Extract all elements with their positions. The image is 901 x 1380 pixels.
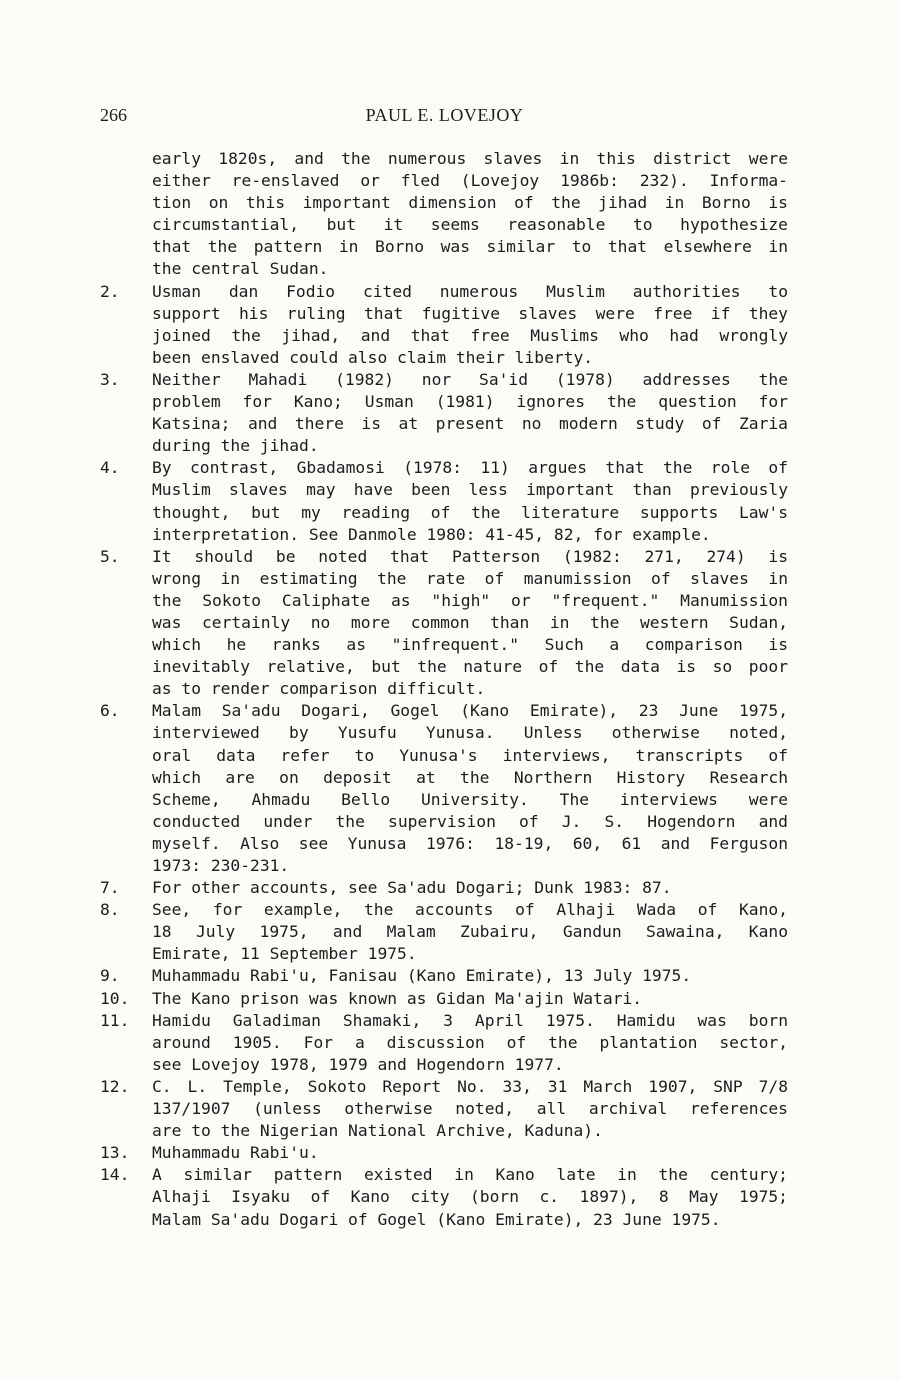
text-line: 1973: 230-231. (152, 856, 290, 875)
endnote (100, 1142, 790, 1164)
endnote (100, 1076, 790, 1142)
note-number: 11. (100, 1010, 130, 1030)
endnote (100, 877, 790, 899)
page-header (100, 105, 789, 129)
text-line: It should be noted that Patterson (1982: 271, 274) is (152, 546, 788, 566)
text-line: was certainly no more common than in the western Sudan, (152, 612, 788, 632)
text-line: Usman dan Fodio cited numerous Muslim authorities to (152, 281, 788, 301)
running-head: PAUL E. LOVEJOY (365, 105, 524, 125)
note-number: 9. (100, 966, 120, 986)
endnote (100, 369, 790, 457)
text-line: support his ruling that fugitive slaves were free if they (152, 303, 788, 323)
text-line: Alhaji Isyaku of Kano city (born c. 1897), 8 May 1975; (152, 1187, 788, 1207)
text-line: Neither Mahadi (1982) nor Sa'id (1978) addresses the (152, 369, 788, 389)
text-line: C. L. Temple, Sokoto Report No. 33, 31 March 1907, SNP 7/8 (152, 1076, 788, 1096)
text-line: 18 July 1975, and Malam Zubairu, Gandun Sawaina, Kano (152, 922, 788, 942)
note-body (152, 988, 788, 1010)
note-number: 13. (100, 1143, 130, 1163)
note-number: 8. (100, 900, 120, 920)
text-line: are to the Nigerian National Archive, Kaduna). (152, 1121, 603, 1141)
text-line: during the jihad. (152, 436, 319, 456)
note-body (152, 1142, 788, 1164)
endnote (100, 1010, 790, 1076)
continued-note (152, 148, 790, 281)
note-body (152, 457, 788, 545)
text-line: The Kano prison was known as Gidan Ma'ajin Watari. (152, 988, 643, 1008)
note-body (152, 1164, 788, 1230)
text-line: thought, but my reading of the literature supports Law's (152, 502, 788, 522)
text-line: as to render comparison difficult. (152, 679, 486, 699)
endnote (100, 1164, 790, 1230)
text-line: the Sokoto Caliphate as "high" or "frequent." Manumission (152, 590, 788, 610)
note-number: 6. (100, 701, 120, 721)
endnotes (100, 148, 790, 1231)
text-line: myself. Also see Yunusa 1976: 18-19, 60, 61 and Ferguson (152, 833, 788, 853)
text-line: Katsina; and there is at present no modern study of Zaria (152, 414, 788, 434)
note-number: 12. (100, 1076, 130, 1096)
text-line: see Lovejoy 1978, 1979 and Hogendorn 1977. (152, 1054, 564, 1074)
text-line: conducted under the supervision of J. S. Hogendorn and (152, 811, 788, 831)
text-line: which are on deposit at the Northern History Research (152, 767, 788, 787)
text-line: Muhammadu Rabi'u, Fanisau (Kano Emirate), 13 July 1975. (152, 966, 692, 986)
text-line: interviewed by Yusufu Yunusa. Unless otherwise noted, (152, 723, 788, 743)
page-number: 266 (100, 105, 127, 125)
text-line: Hamidu Galadiman Shamaki, 3 April 1975. Hamidu was born (152, 1010, 788, 1030)
endnote (100, 965, 790, 987)
note-body (152, 899, 788, 965)
note-body (152, 877, 788, 899)
text-line: interpretation. See Danmole 1980: 41-45, 82, for example. (152, 524, 711, 544)
note-body (152, 700, 788, 877)
endnote (100, 899, 790, 965)
note-body (152, 369, 788, 457)
text-line: Scheme, Ahmadu Bello University. The interviews were (152, 789, 788, 809)
text-line: problem for Kano; Usman (1981) ignores the question for (152, 392, 788, 412)
text-line: inevitably relative, but the nature of the data is so poor (152, 657, 788, 677)
text-line: Emirate, 11 September 1975. (152, 944, 417, 964)
endnote (100, 281, 790, 369)
note-number: 4. (100, 458, 120, 478)
note-body (152, 1076, 788, 1142)
note-body (152, 1010, 788, 1076)
note-body (152, 281, 788, 369)
text-line: tion on this important dimension of the jihad in Borno is (152, 193, 788, 213)
text-line: oral data refer to Yunusa's interviews, transcripts of (152, 745, 788, 765)
note-number: 14. (100, 1165, 130, 1185)
note-body (152, 965, 788, 987)
text-line: that the pattern in Borno was similar to that elsewhere in (152, 237, 788, 257)
note-number: 10. (100, 988, 130, 1008)
note-number: 5. (100, 546, 120, 566)
endnote (100, 457, 790, 545)
note-body (152, 546, 788, 701)
text-line: wrong in estimating the rate of manumission of slaves in (152, 568, 788, 588)
note-number: 3. (100, 369, 120, 389)
text-line: See, for example, the accounts of Alhaji Wada of Kano, (152, 900, 788, 920)
note-number: 7. (100, 878, 120, 898)
note-number: 2. (100, 281, 120, 301)
text-line: early 1820s, and the numerous slaves in this district were (152, 149, 788, 168)
text-line: Muslim slaves may have been less important than previously (152, 480, 788, 500)
text-line: joined the jihad, and that free Muslims who had wrongly (152, 325, 788, 345)
text-line: circumstantial, but it seems reasonable to hypothesize (152, 215, 788, 235)
endnote (100, 546, 790, 701)
text-line: the central Sudan. (152, 259, 329, 279)
text-line: Muhammadu Rabi'u. (152, 1143, 319, 1163)
text-line: around 1905. For a discussion of the plantation sector, (152, 1032, 788, 1052)
endnote (100, 700, 790, 877)
endnote (100, 988, 790, 1010)
text-line: Malam Sa'adu Dogari of Gogel (Kano Emirate), 23 June 1975. (152, 1209, 721, 1229)
text-line: Malam Sa'adu Dogari, Gogel (Kano Emirate), 23 June 1975, (152, 701, 788, 721)
text-line: 137/1907 (unless otherwise noted, all archival references (152, 1099, 788, 1119)
text-line: For other accounts, see Sa'adu Dogari; Dunk 1983: 87. (152, 878, 672, 898)
text-line: either re-enslaved or fled (Lovejoy 1986b: 232). Informa- (152, 171, 788, 191)
text-line: A similar pattern existed in Kano late in the century; (152, 1165, 788, 1185)
text-line: been enslaved could also claim their liberty. (152, 347, 594, 367)
text-line: By contrast, Gbadamosi (1978: 11) argues that the role of (152, 458, 788, 478)
text-line: which he ranks as "infrequent." Such a comparison is (152, 635, 788, 655)
